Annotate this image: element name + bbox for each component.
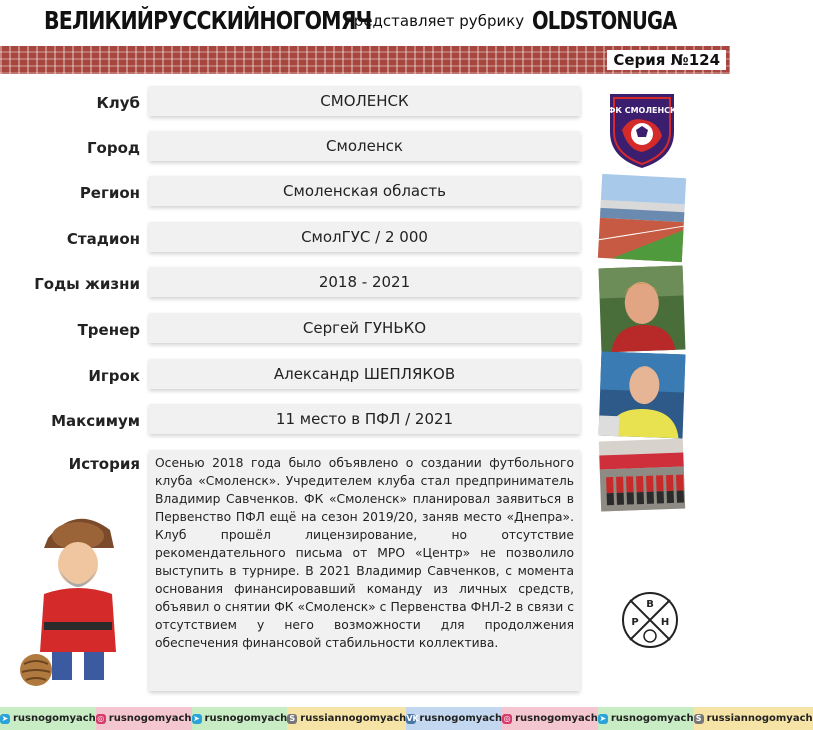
player-photo: [599, 352, 686, 439]
max-label: Максимум: [51, 412, 140, 430]
social-link[interactable]: [502, 707, 598, 730]
social-link[interactable]: [694, 707, 813, 730]
rubric-title: OLDSTONUGA: [532, 6, 677, 35]
social-handle: rusnogomyach: [204, 713, 288, 724]
telegram-icon: ➤: [1, 713, 9, 723]
history-label: История: [68, 455, 140, 473]
region-label: Регион: [79, 184, 140, 202]
instagram-icon: ◎: [97, 713, 105, 723]
years-value: 2018 - 2021: [149, 267, 580, 297]
vk-icon: VK: [406, 713, 419, 723]
social-handle: rusnogomyach: [13, 713, 96, 724]
social-link[interactable]: [192, 707, 288, 730]
club-value: СМОЛЕНСК: [149, 86, 580, 116]
city-value: Смоленск: [149, 131, 580, 161]
social-link[interactable]: [287, 707, 406, 730]
header: [0, 0, 730, 44]
telegram-icon: ➤: [599, 713, 607, 723]
svg-text:В: В: [646, 599, 654, 610]
instagram-icon: ◎: [503, 713, 511, 723]
presents-text: представляет рубрику: [344, 12, 525, 30]
coach-label: Тренер: [77, 321, 140, 339]
team-photo: [599, 439, 685, 512]
stadium-photo: [598, 174, 686, 262]
social-link[interactable]: [406, 707, 502, 730]
years-label: Годы жизни: [34, 275, 140, 293]
max-value: 11 место в ПФЛ / 2021: [149, 404, 580, 434]
brand-title: ВЕЛИКИЙРУССКИЙНОГОМЯЧ: [44, 6, 372, 35]
social-link[interactable]: [96, 707, 192, 730]
social-handle: rusnogomyach: [610, 713, 694, 724]
club-label: Клуб: [96, 94, 140, 112]
series-badge: Серия №124: [607, 50, 726, 70]
region-value: Смоленская область: [149, 176, 580, 206]
club-logo: [600, 86, 684, 170]
social-handle: rusnogomyach: [515, 713, 598, 724]
city-label: Город: [86, 139, 140, 157]
player-value: Александр ШЕПЛЯКОВ: [149, 359, 580, 389]
telegram-icon: ➤: [193, 713, 200, 723]
svg-text:ФК СМОЛЕНСК: ФК СМОЛЕНСК: [607, 106, 677, 115]
svg-text:Н: Н: [660, 617, 670, 628]
svg-text:Р: Р: [631, 617, 639, 628]
social-handle: russiannogomyach: [300, 713, 407, 724]
social-handle: russiannogomyach: [706, 713, 813, 724]
social-footer: [0, 707, 813, 730]
coach-value: Сергей ГУНЬКО: [149, 313, 580, 343]
sports-ru-icon: S: [287, 714, 297, 724]
stadium-value: СмолГУС / 2 000: [149, 222, 580, 252]
sports-ru-icon: S: [694, 714, 704, 724]
brn-stamp: [620, 590, 680, 650]
social-handle: rusnogomyach: [108, 713, 192, 724]
player-label: Игрок: [88, 367, 140, 385]
coach-photo: [599, 266, 686, 353]
social-link[interactable]: [0, 707, 96, 730]
history-text: Осенью 2018 года было объявлено о создании футбольного клуба «Смоленск». Учредителем клуба стал предприниматель Владимир Савченков. ФК «Смоленск» планировал заявиться в Первенство ПФЛ ещё на сезон 2019/20, заняв место «Днепра». Клуб прошёл лицензирование, но отсутствие рекомендательного письма от МРО «Центр» не позволило выступить в турнире. В 2021 Владимир Савченков, с момента основания финансировавший команду из личных средств, объявил о снятии ФК «Смоленск» с Первенства ФНЛ-2 в связи с отсутствием у него возможности для продолжения обеспечения финансовой стабильности коллектива.: [149, 450, 580, 691]
stadium-label: Стадион: [66, 230, 140, 248]
mascot-illustration: [18, 502, 134, 692]
social-link[interactable]: [598, 707, 694, 730]
social-handle: rusnogomyach: [419, 713, 503, 724]
